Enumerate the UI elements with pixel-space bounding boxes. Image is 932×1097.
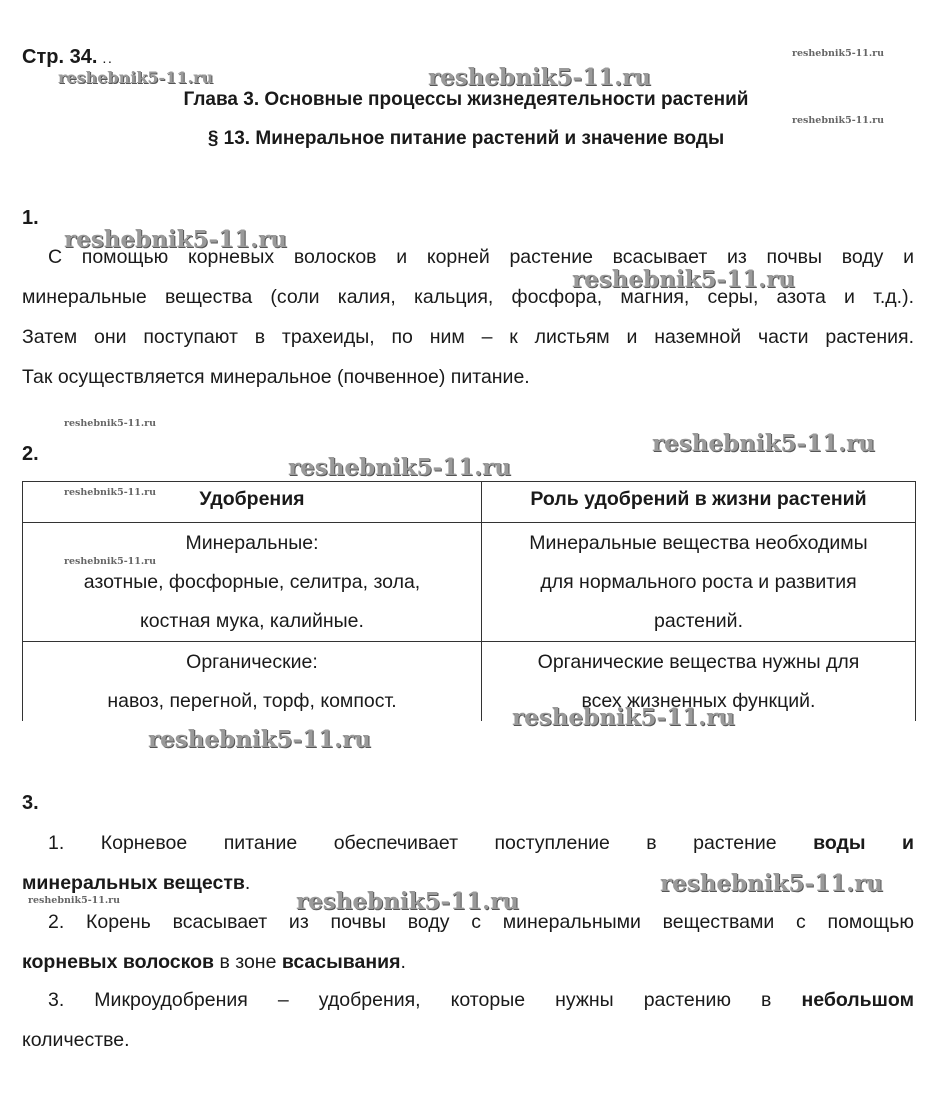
watermark: reshebnik5-11.ru xyxy=(652,430,875,457)
answer-line: количестве. xyxy=(22,1029,130,1051)
answer-line: Затем они поступают в трахеиды, по ним – к листьям и наземной части растения. xyxy=(22,326,914,348)
watermark: reshebnik5-11.ru xyxy=(64,418,157,429)
watermark: reshebnik5-11.ru xyxy=(296,888,519,915)
table-header-fertilizers: Удобрения xyxy=(23,482,482,523)
table-cell-organic-role: Органические вещества нужны для всех жизненных функций. xyxy=(482,642,916,722)
watermark: reshebnik5-11.ru xyxy=(660,870,883,897)
table-cell-mineral-role: Минеральные вещества необходимы для нормального роста и развития растений. xyxy=(482,523,916,642)
answer-line: Так осуществляется минеральное (почвенное) питание. xyxy=(22,366,530,388)
question-1-answer xyxy=(22,237,914,397)
answer-line: 1. Корневое питание обеспечивает поступление в растение воды и xyxy=(48,832,915,854)
question-1-number: 1. xyxy=(22,207,39,229)
watermark: reshebnik5-11.ru xyxy=(792,48,885,59)
table-cell-organic-types: Органические: навоз, перегной, торф, компост. xyxy=(23,642,482,722)
fertilizers-table xyxy=(22,481,916,721)
table-cell-mineral-types: Минеральные: азотные, фосфорные, селитра, зола, костная мука, калийные. xyxy=(23,523,482,642)
table-header-row xyxy=(23,482,916,523)
chapter-title: Глава 3. Основные процессы жизнедеятельности растений xyxy=(183,89,749,110)
question-3-item-3 xyxy=(22,980,914,1060)
answer-line: С помощью корневых волосков и корней растение всасывает из почвы воду и xyxy=(48,246,914,268)
watermark: reshebnik5-11.ru xyxy=(148,726,371,753)
watermark: reshebnik5-11.ru xyxy=(64,226,287,253)
table-row xyxy=(23,523,916,642)
question-2-number: 2. xyxy=(22,443,39,465)
answer-line: 2. Корень всасывает из почвы воду с минеральными веществами с помощью xyxy=(48,911,914,933)
answer-line: минеральных веществ. xyxy=(22,872,251,894)
watermark: reshebnik5-11.ru xyxy=(288,454,511,481)
question-3-number: 3. xyxy=(22,792,39,814)
watermark: reshebnik5-11.ru xyxy=(572,266,795,293)
watermark: reshebnik5-11.ru xyxy=(64,556,157,567)
table-header-role: Роль удобрений в жизни растений xyxy=(482,482,916,523)
watermark: reshebnik5-11.ru xyxy=(28,895,121,906)
section-title: § 13. Минеральное питание растений и значение воды xyxy=(207,128,725,149)
answer-line: минеральные вещества (соли калия, кальция, фосфора, магния, серы, азота и т.д.). xyxy=(22,286,914,308)
watermark: reshebnik5-11.ru xyxy=(428,64,651,91)
page-number: Стр. 34. . . xyxy=(22,46,112,68)
watermark: reshebnik5-11.ru xyxy=(58,68,214,87)
answer-line: корневых волосков в зоне всасывания. xyxy=(22,951,406,973)
watermark: reshebnik5-11.ru xyxy=(64,487,157,498)
answer-line: 3. Микроудобрения – удобрения, которые нужны растению в небольшом xyxy=(48,989,914,1011)
watermark: reshebnik5-11.ru xyxy=(512,704,735,731)
table-row xyxy=(23,642,916,722)
watermark: reshebnik5-11.ru xyxy=(792,115,885,126)
